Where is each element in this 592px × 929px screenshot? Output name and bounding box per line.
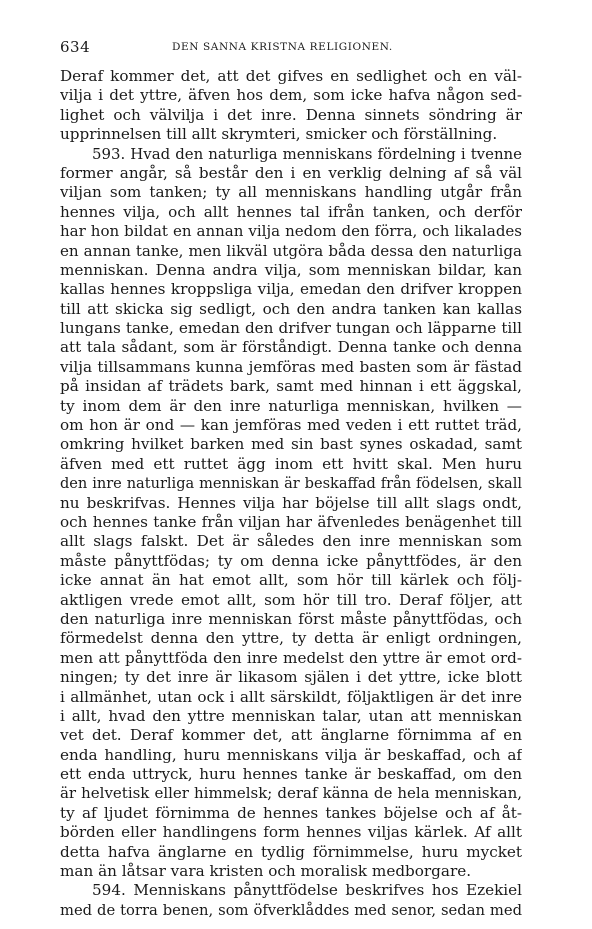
text-line: aktligen vrede emot allt, som hör till tro. Deraf följer, att	[60, 590, 522, 609]
text-line: den inre naturliga menniskan är beskaffad från födelsen, skall	[60, 475, 522, 493]
text-line: former angår, så består den i en verklig delning af så väl	[60, 163, 522, 182]
paragraph-594-start: 594. Menniskans pånyttfödelse beskrifves hos Ezekiel	[92, 881, 522, 900]
text-line: ty inom dem är den inre naturliga menniskan, hvilken —	[60, 396, 522, 415]
text-line: enda handling, huru menniskans vilja är beskaffad, och af	[60, 745, 522, 764]
text-line: Deraf kommer det, att det gifves en sedlighet och en väl-	[60, 67, 522, 85]
text-line: ett enda uttryck, huru hennes tanke är beskaffad, om den	[60, 765, 522, 784]
text-line: vilja i det yttre, äfven hos dem, som icke hafva någon sed-	[60, 86, 522, 105]
text-line: i allmänhet, utan ock i allt särskildt, följaktligen är det inre	[60, 687, 522, 706]
text-line: ty af ljudet förnimma de hennes tankes böjelse och af åt-	[60, 803, 522, 822]
text-line: detta hafva änglarne en tydlig förnimmelse, huru mycket	[60, 842, 522, 861]
text-line: vet det. Deraf kommer det, att änglarne förnimma af en	[60, 726, 522, 745]
text-line: med de torra benen, som öfverklåddes med senor, sedan med	[60, 901, 522, 919]
text-line: i allt, hvad den yttre menniskan talar, utan att menniskan	[60, 706, 522, 725]
text-line: menniskan. Denna andra vilja, som menniskan bildar, kan	[60, 260, 522, 279]
text-line: förmedelst denna den yttre, ty detta är enligt ordningen,	[60, 629, 522, 648]
text-line: är helvetisk eller himmelsk; deraf känna de hela menniskan,	[60, 784, 522, 803]
text-line: börden eller handlingens form hennes viljas kärlek. Af allt	[60, 823, 522, 842]
text-line: ningen; ty det inre är likasom själen i det yttre, icke blott	[60, 668, 522, 687]
text-line: lighet och välvilja i det inre. Denna sinnets söndring är	[60, 105, 522, 124]
text-line: icke annat än hat emot allt, som hör till kärlek och följ-	[60, 571, 522, 590]
text-line: att tala sådant, som är förståndigt. Denna tanke och denna	[60, 338, 522, 357]
page-number: 634	[60, 38, 91, 56]
text-line: en annan tanke, men likväl utgöra båda dessa den naturliga	[60, 241, 522, 260]
text-line: allt slags falskt. Det är således den inre menniskan som	[60, 532, 522, 551]
text-line: äfven med ett ruttet ägg inom ett hvitt skal. Men huru	[60, 454, 522, 473]
text-line: upprinnelsen till allt skrymteri, smicker och förställning.	[60, 125, 498, 144]
text-line: om hon är ond — kan jemföras med veden i ett ruttet träd,	[60, 416, 522, 435]
text-line: hennes vilja, och allt hennes tal ifrån tanken, och derför	[60, 202, 522, 221]
text-line: nu beskrifvas. Hennes vilja har böjelse till allt slags ondt,	[60, 493, 522, 512]
text-line: men att pånyttföda den inre medelst den yttre är emot ord-	[60, 648, 522, 667]
text-line: den naturliga inre menniskan först måste pånyttfödas, och	[60, 609, 522, 628]
text-line: man än låtsar vara kristen och moralisk medborgare.	[60, 862, 472, 881]
text-line: måste pånyttfödas; ty om denna icke pånyttfödes, är den	[60, 551, 522, 570]
text-line: och hennes tanke från viljan har äfvenledes benägenhet till	[60, 512, 522, 531]
text-line: viljan som tanken; ty all menniskans handling utgår från	[60, 183, 522, 202]
paragraph-593-start: 593. Hvad den naturliga menniskans fördelning i tvenne	[92, 144, 522, 163]
text-line: omkring hvilket barken med sin bast synes oskadad, samt	[60, 435, 522, 454]
body-text	[60, 67, 522, 920]
text-line: lungans tanke, emedan den drifver tungan och läpparne till	[60, 319, 522, 338]
text-line: till att skicka sig sedligt, och den andra tanken kan kallas	[60, 299, 522, 318]
text-line: vilja tillsammans kunna jemföras med basten som är fästad	[60, 357, 522, 376]
text-line: har hon bildat en annan vilja nedom den förra, och likalades	[60, 222, 522, 241]
text-line: kallas hennes kroppsliga vilja, emedan den drifver kroppen	[60, 280, 522, 299]
running-title: DEN SANNA KRISTNA RELIGIONEN.	[172, 41, 393, 53]
page-header	[60, 38, 522, 58]
text-line: på insidan af trädets bark, samt med hinnan i ett äggskal,	[60, 377, 522, 396]
